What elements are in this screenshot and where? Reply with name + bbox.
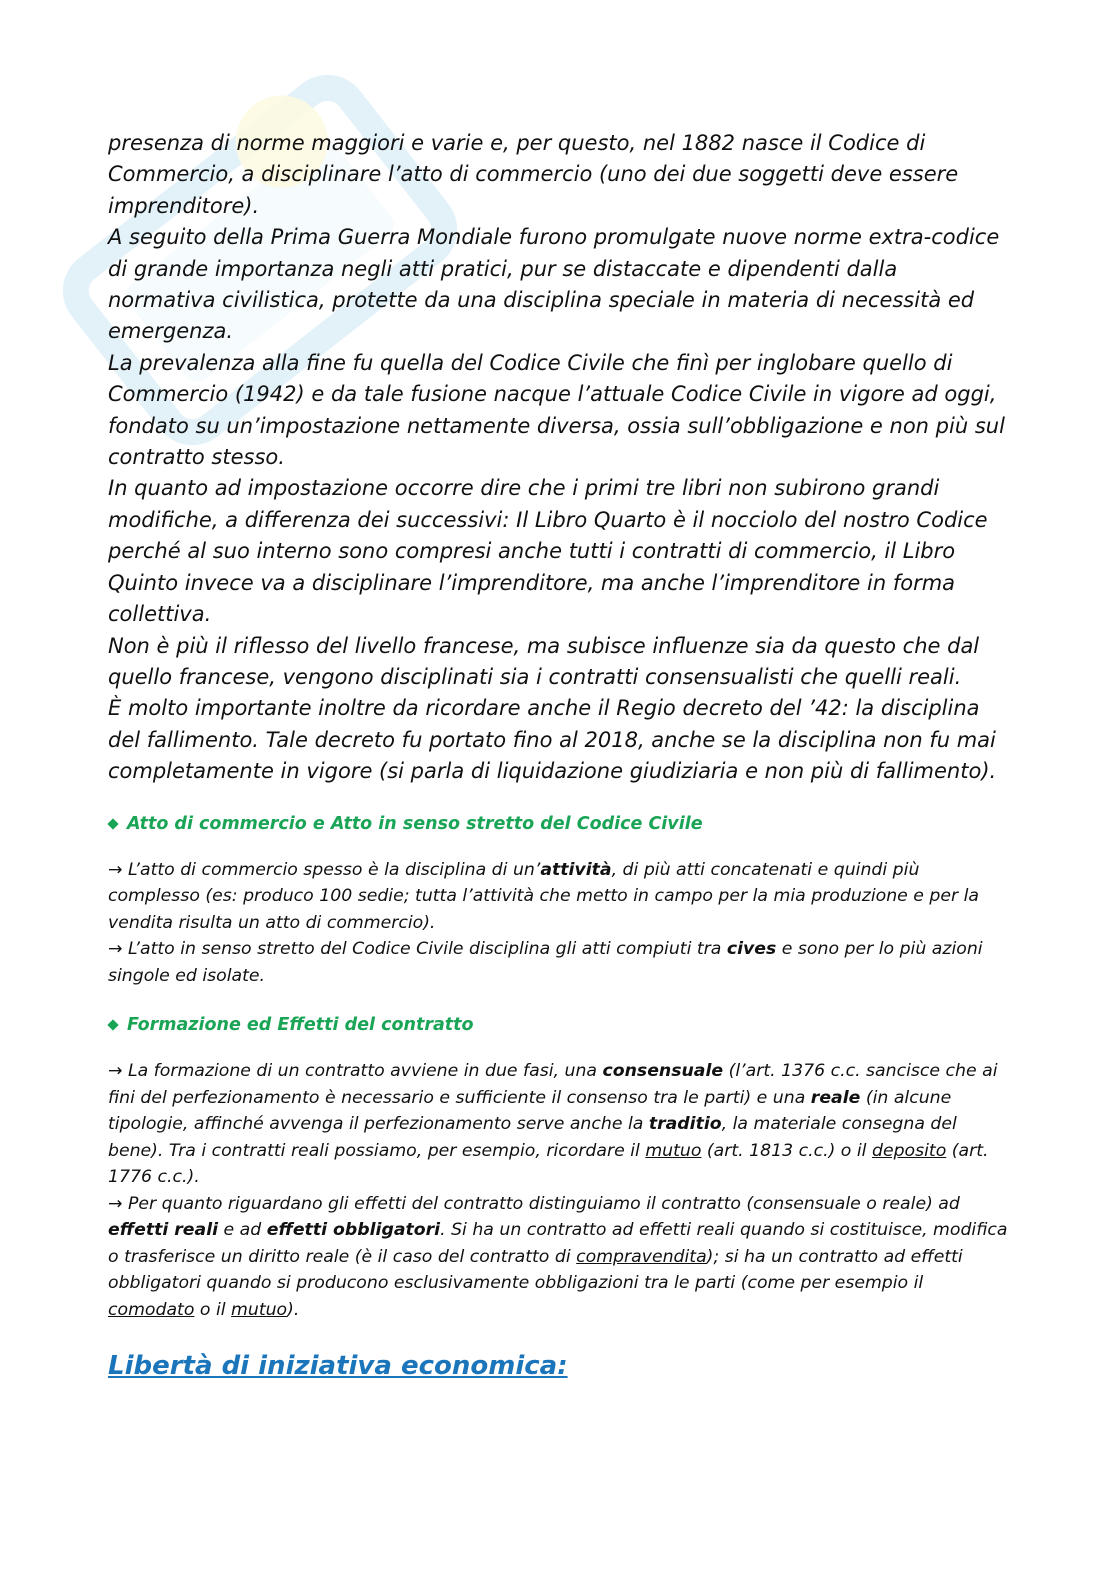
underlined-term: mutuo [645, 1140, 702, 1161]
paragraph: → La formazione di un contratto avviene in due fasi, una consensuale (l’art. 1376 c.c. sancisce che ai fini del perfezionamento è necessario e sufficiente il consenso tra le parti) e una reale (in alcune tipologie, affinché avvenga il perfezionamento serve anche la traditio, la materiale consegna del bene). Tra i contratti reali possiamo, per esempio, ricordare il mutuo (art. 1813 c.c.) o il deposito (art. 1776 c.c.). [108, 1061, 998, 1188]
section-heading-atto [108, 814, 1008, 834]
paragraph: Non è più il riflesso del livello francese, ma subisce influenze sia da questo che dal quello francese, vengono disciplinati sia i contratti consensualisti che quelli reali. [108, 633, 980, 689]
bold-term: consensuale [602, 1061, 724, 1082]
underlined-term: mutuo [231, 1299, 288, 1320]
underlined-term: compravendita [576, 1246, 707, 1267]
paragraph: → Per quanto riguardano gli effetti del contratto distinguiamo il contratto (consensuale o reale) ad effetti reali e ad effetti obbligatori. Si ha un contratto ad effetti reali quando si costituisce, modifica o trasferisce un diritto reale (è il caso del contratto di compravendita); si ha un contratto ad effetti obbligatori quando si producono esclusivamente obbligazioni tra le parti (come per esempio il comodato o il mutuo). [108, 1193, 1008, 1320]
section-heading-text: Atto di commercio e Atto in senso stretto del Codice Civile [127, 813, 703, 834]
bold-term: effetti reali [108, 1220, 219, 1241]
paragraph: È molto importante inoltre da ricordare anche il Regio decreto del ’42: la disciplina del fallimento. Tale decreto fu portato fino al 2018, anche se la disciplina non fu mai completamente in vigore (si parla di liquidazione giudiziaria e non più di fallimento). [108, 696, 997, 784]
paragraph: presenza di norme maggiori e varie e, per questo, nel 1882 nasce il Codice di Commercio, a disciplinare l’atto di commercio (uno dei due soggetti deve essere imprenditore). [108, 131, 959, 218]
bold-term: cives [726, 939, 777, 960]
paragraph: In quanto ad impostazione occorre dire che i primi tre libri non subirono grandi modifiche, a differenza dei successivi: Il Libro Quarto è il nocciolo del nostro Codice perché al suo interno sono compresi anche tutti i contratti di commercio, il Libro Quinto invece va a disciplinare l’imprenditore, ma anche l’imprenditore in forma collettiva. [108, 476, 988, 627]
section-heading-text: Formazione ed Effetti del contratto [127, 1015, 474, 1036]
paragraph: A seguito della Prima Guerra Mondiale furono promulgate nuove norme extra-codice di grande importanza negli atti pratici, pur se distaccate e dipendenti dalla normativa civilistica, protette da una disciplina speciale in materia di necessità ed emergenza. [108, 225, 1000, 344]
section-atto-text [108, 857, 1008, 990]
underlined-term: deposito [871, 1140, 947, 1161]
bold-term: effetti obbligatori [266, 1220, 441, 1241]
paragraph: → L’atto in senso stretto del Codice Civile disciplina gli atti compiuti tra cives e sono per lo più azioni singole ed isolate. [108, 939, 983, 986]
heading-liberta: Libertà di iniziativa economica: [108, 1351, 568, 1382]
bold-term: reale [810, 1087, 861, 1108]
underlined-term: comodato [108, 1299, 195, 1320]
bold-term: attività [540, 859, 612, 880]
paragraph: → L’atto di commercio spesso è la disciplina di un’attività, di più atti concatenati e quindi più complesso (es: produco 100 sedie; tutta l’attività che metto in campo per la mia produzione e per la vendita risulta un atto di commercio). [108, 859, 980, 933]
page-content [108, 128, 1008, 1381]
diamond-bullet-icon [107, 1019, 118, 1030]
paragraph: La prevalenza alla fine fu quella del Codice Civile che finì per inglobare quello di Commercio (1942) e da tale fusione nacque l’attuale Codice Civile in vigore ad oggi, fondato su un’impostazione nettamente diversa, ossia sull’obbligazione e non più sul contratto stesso. [108, 350, 1005, 470]
section-formazione-text [108, 1058, 1008, 1323]
section-heading-formazione [108, 1015, 1008, 1035]
diamond-bullet-icon [107, 818, 118, 829]
bold-term: traditio [648, 1114, 722, 1135]
intro-text [108, 128, 1008, 788]
